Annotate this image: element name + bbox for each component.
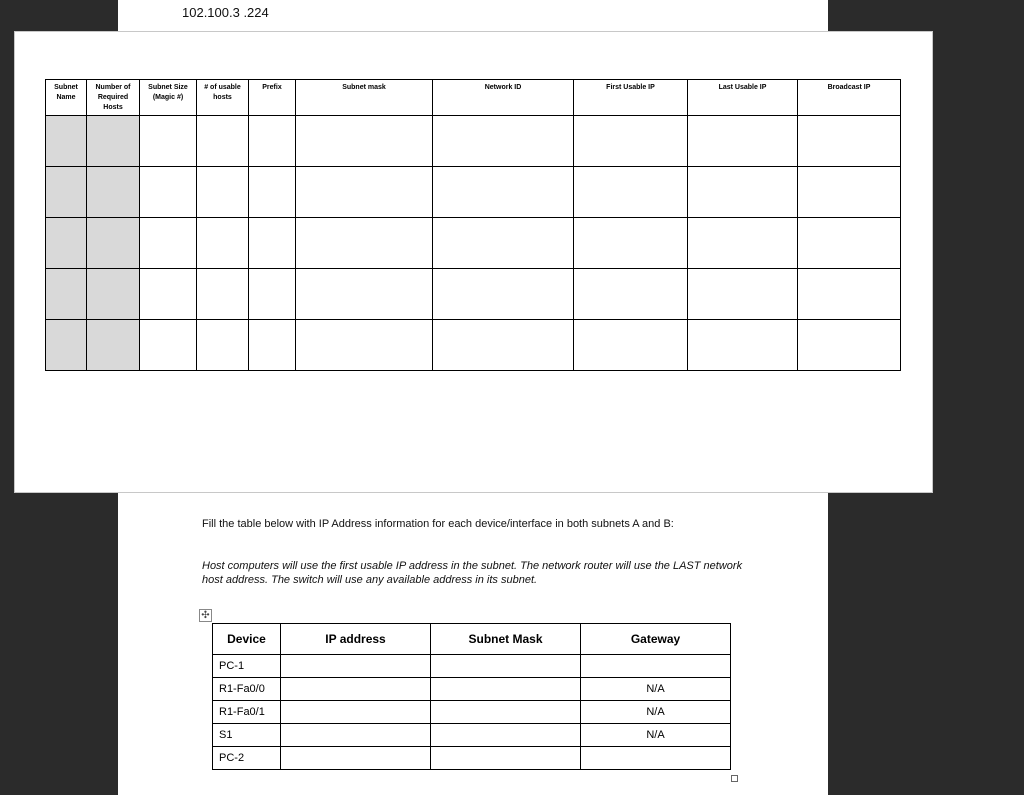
prefix-cell[interactable] (249, 116, 296, 167)
prefix-cell[interactable] (249, 218, 296, 269)
header-usable-hosts (197, 80, 249, 116)
usable-hosts-cell[interactable] (197, 167, 249, 218)
prefix-cell[interactable] (249, 167, 296, 218)
header-last-usable-ip (688, 80, 798, 116)
subnet-name-cell[interactable] (46, 269, 87, 320)
header-subnet-mask: Subnet Mask (431, 624, 581, 655)
table-row (213, 701, 731, 724)
instructions-text: Fill the table below with IP Address information for each device/interface in both subnets A and B: (202, 518, 674, 530)
ip-address-cell[interactable] (281, 655, 431, 678)
prefix-cell[interactable] (249, 269, 296, 320)
header-network-id (433, 80, 574, 116)
network-id-cell[interactable] (433, 167, 574, 218)
header-text: hosts (213, 94, 232, 101)
gateway-cell[interactable]: N/A (581, 701, 731, 724)
ip-address-text: 102.100.3 .224 (182, 5, 269, 20)
table-row (46, 218, 901, 269)
subnet-name-cell[interactable] (46, 116, 87, 167)
subnet-mask-cell[interactable] (431, 678, 581, 701)
ip-address-cell[interactable] (281, 701, 431, 724)
header-subnet-size (140, 80, 197, 116)
subnet-size-cell[interactable] (140, 320, 197, 371)
header-first-usable-ip (574, 80, 688, 116)
header-subnet-name (46, 80, 87, 116)
header-gateway: Gateway (581, 624, 731, 655)
device-cell[interactable]: PC-2 (213, 747, 281, 770)
subnet-name-cell[interactable] (46, 218, 87, 269)
device-table (212, 623, 731, 770)
device-cell[interactable]: S1 (213, 724, 281, 747)
subnet-table (45, 79, 901, 371)
table-row (46, 167, 901, 218)
subnet-size-cell[interactable] (140, 269, 197, 320)
last-usable-ip-cell[interactable] (688, 269, 798, 320)
subnet-mask-cell[interactable] (296, 167, 433, 218)
gateway-cell[interactable]: N/A (581, 678, 731, 701)
header-text: Network ID (484, 84, 522, 91)
header-text: # of usable (204, 84, 241, 91)
device-cell[interactable]: R1-Fa0/1 (213, 701, 281, 724)
table-row (213, 747, 731, 770)
header-broadcast-ip (798, 80, 901, 116)
last-usable-ip-cell[interactable] (688, 218, 798, 269)
table-row (213, 655, 731, 678)
broadcast-ip-cell[interactable] (798, 167, 901, 218)
usable-hosts-cell[interactable] (197, 218, 249, 269)
header-text: Hosts (103, 104, 123, 111)
header-text: Subnet Size (148, 84, 188, 91)
usable-hosts-cell[interactable] (197, 320, 249, 371)
required-hosts-cell[interactable] (87, 218, 140, 269)
header-text: Name (56, 94, 76, 101)
table-row (213, 678, 731, 701)
table-row (213, 724, 731, 747)
header-prefix (249, 80, 296, 116)
device-table-header (213, 624, 731, 655)
required-hosts-cell[interactable] (87, 167, 140, 218)
prefix-cell[interactable] (249, 320, 296, 371)
subnet-name-cell[interactable] (46, 320, 87, 371)
table-resize-handle[interactable] (731, 775, 738, 782)
subnet-mask-cell[interactable] (431, 747, 581, 770)
usable-hosts-cell[interactable] (197, 269, 249, 320)
network-id-cell[interactable] (433, 320, 574, 371)
device-cell[interactable]: PC-1 (213, 655, 281, 678)
table-row (46, 320, 901, 371)
header-text: Number of (95, 84, 131, 91)
first-usable-ip-cell[interactable] (574, 320, 688, 371)
subnet-table-panel (14, 31, 933, 493)
first-usable-ip-cell[interactable] (574, 218, 688, 269)
header-ip-address: IP address (281, 624, 431, 655)
network-id-cell[interactable] (433, 116, 574, 167)
header-text: First Usable IP (606, 84, 655, 91)
subnet-size-cell[interactable] (140, 116, 197, 167)
header-text: Subnet (54, 84, 78, 91)
first-usable-ip-cell[interactable] (574, 116, 688, 167)
subnet-table-header (46, 80, 901, 116)
required-hosts-cell[interactable] (87, 116, 140, 167)
header-device: Device (213, 624, 281, 655)
table-move-handle-icon[interactable]: ✣ (199, 609, 212, 622)
last-usable-ip-cell[interactable] (688, 320, 798, 371)
broadcast-ip-cell[interactable] (798, 320, 901, 371)
ip-address-cell[interactable] (281, 747, 431, 770)
subnet-name-cell[interactable] (46, 167, 87, 218)
header-text: Broadcast IP (827, 84, 871, 91)
subnet-mask-cell[interactable] (431, 655, 581, 678)
network-id-cell[interactable] (433, 218, 574, 269)
ip-address-cell[interactable] (281, 724, 431, 747)
ip-address-cell[interactable] (281, 678, 431, 701)
header-text: Prefix (262, 84, 282, 91)
header-text: Required (97, 94, 129, 101)
subnet-mask-cell[interactable] (431, 724, 581, 747)
subnet-size-cell[interactable] (140, 218, 197, 269)
broadcast-ip-cell[interactable] (798, 116, 901, 167)
header-subnet-mask (296, 80, 433, 116)
required-hosts-cell[interactable] (87, 269, 140, 320)
first-usable-ip-cell[interactable] (574, 269, 688, 320)
subnet-mask-cell[interactable] (296, 218, 433, 269)
header-text: Last Usable IP (718, 84, 767, 91)
note-text: Host computers will use the first usable IP address in the subnet. The network router will use the LAST network host address. The switch will use any available address in its subnet. (202, 560, 743, 586)
last-usable-ip-cell[interactable] (688, 167, 798, 218)
last-usable-ip-cell[interactable] (688, 116, 798, 167)
subnet-mask-cell[interactable] (296, 320, 433, 371)
subnet-mask-cell[interactable] (296, 269, 433, 320)
device-cell[interactable]: R1-Fa0/0 (213, 678, 281, 701)
subnet-size-cell[interactable] (140, 167, 197, 218)
gateway-cell[interactable] (581, 747, 731, 770)
subnet-mask-cell[interactable] (296, 116, 433, 167)
broadcast-ip-cell[interactable] (798, 269, 901, 320)
usable-hosts-cell[interactable] (197, 116, 249, 167)
network-id-cell[interactable] (433, 269, 574, 320)
header-text: Subnet mask (342, 84, 386, 91)
gateway-cell[interactable] (581, 655, 731, 678)
table-row (46, 269, 901, 320)
first-usable-ip-cell[interactable] (574, 167, 688, 218)
required-hosts-cell[interactable] (87, 320, 140, 371)
gateway-cell[interactable]: N/A (581, 724, 731, 747)
broadcast-ip-cell[interactable] (798, 218, 901, 269)
table-row (46, 116, 901, 167)
subnet-mask-cell[interactable] (431, 701, 581, 724)
header-required-hosts (87, 80, 140, 116)
header-text: (Magic #) (152, 94, 184, 101)
